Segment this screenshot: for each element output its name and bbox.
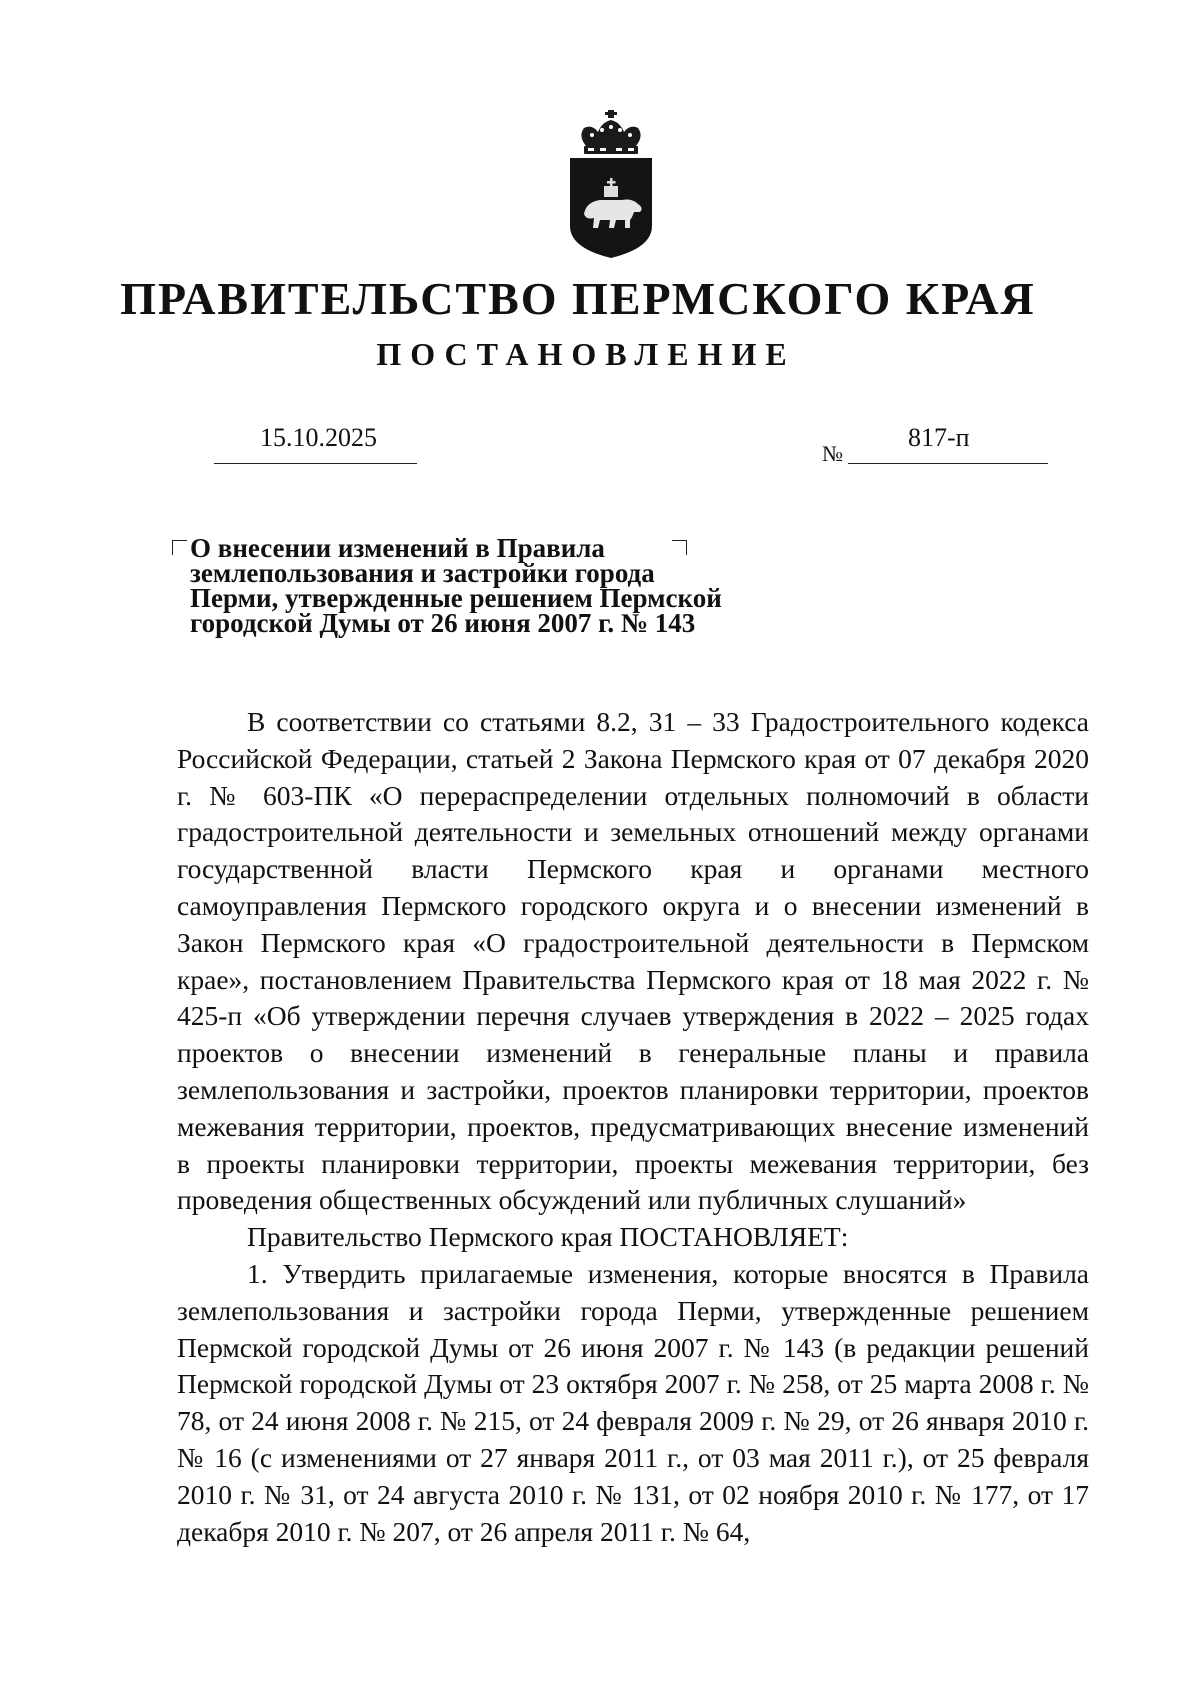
body-paragraph-resolves: Правительство Пермского края ПОСТАНОВЛЯЕТ: [247, 1221, 849, 1253]
document-body [177, 704, 1089, 1550]
document-date: 15.10.2025 [260, 423, 377, 452]
subject-line: городской Думы от 26 июня 2007 г. № 143 [190, 608, 696, 638]
document-subject [190, 533, 750, 638]
organization-title: ПРАВИТЕЛЬСТВО ПЕРМСКОГО КРАЯ [120, 273, 1036, 324]
subject-line: О внесении изменений в Правила [190, 533, 605, 563]
body-paragraph-preamble: В соответствии со статьями 8.2, 31 – 33 Градостроительного кодекса Российской Федерации, статьей 2 Закона Пермского края от 07 декабря 2020 г. № 603-ПК «О перераспределении отдельных полномочий в области градостроительной деятельности и земельных отношений между органами государственной власти Пермского края и органами местного самоуправления Пермского городского округа и о внесении изменений в Закон Пермского края «О градостроительной деятельности в Пермском крае», постановлением Правительства Пермского края от 18 мая 2022 г. № 425-п «Об утверждении перечня случаев утверждения в 2022 – 2025 годах проектов о внесении изменений в генеральные планы и правила землепользования и застройки, проектов планировки территории, проектов межевания территории, проектов, предусматривающих внесение изменений в проекты планировки территории, проекты межевания территории, без проведения общественных обсуждений или публичных слушаний» [177, 706, 1089, 1216]
number-underline [848, 463, 1048, 464]
document-number: 817-п [908, 423, 970, 452]
subject-bracket-left [172, 540, 187, 555]
body-paragraph-item-1: 1. Утвердить прилагаемые изменения, которые вносятся в Правила землепользования и застройки города Перми, утвержденные решением Пермской городской Думы от 26 июня 2007 г. № 143 (в редакции решений Пермской городской Думы от 23 октября 2007 г. № 258, от 25 марта 2008 г. № 78, от 24 июня 2008 г. № 215, от 24 февраля 2009 г. № 29, от 26 января 2010 г. № 16 (с изменениями от 27 января 2011 г., от 03 мая 2011 г.), от 25 февраля 2010 г. № 31, от 24 августа 2010 г. № 131, от 02 ноября 2010 г. № 177, от 17 декабря 2010 г. № 207, от 26 апреля 2011 г. № 64, [177, 1257, 1089, 1547]
coat-of-arms-icon [566, 108, 656, 260]
date-underline [214, 463, 417, 464]
subject-line: землепользования и застройки города [190, 558, 655, 588]
number-sign: № [822, 441, 843, 466]
document-type-title: ПОСТАНОВЛЕНИЕ [376, 336, 796, 372]
subject-line: Перми, утвержденные решением Пермской [190, 583, 722, 613]
